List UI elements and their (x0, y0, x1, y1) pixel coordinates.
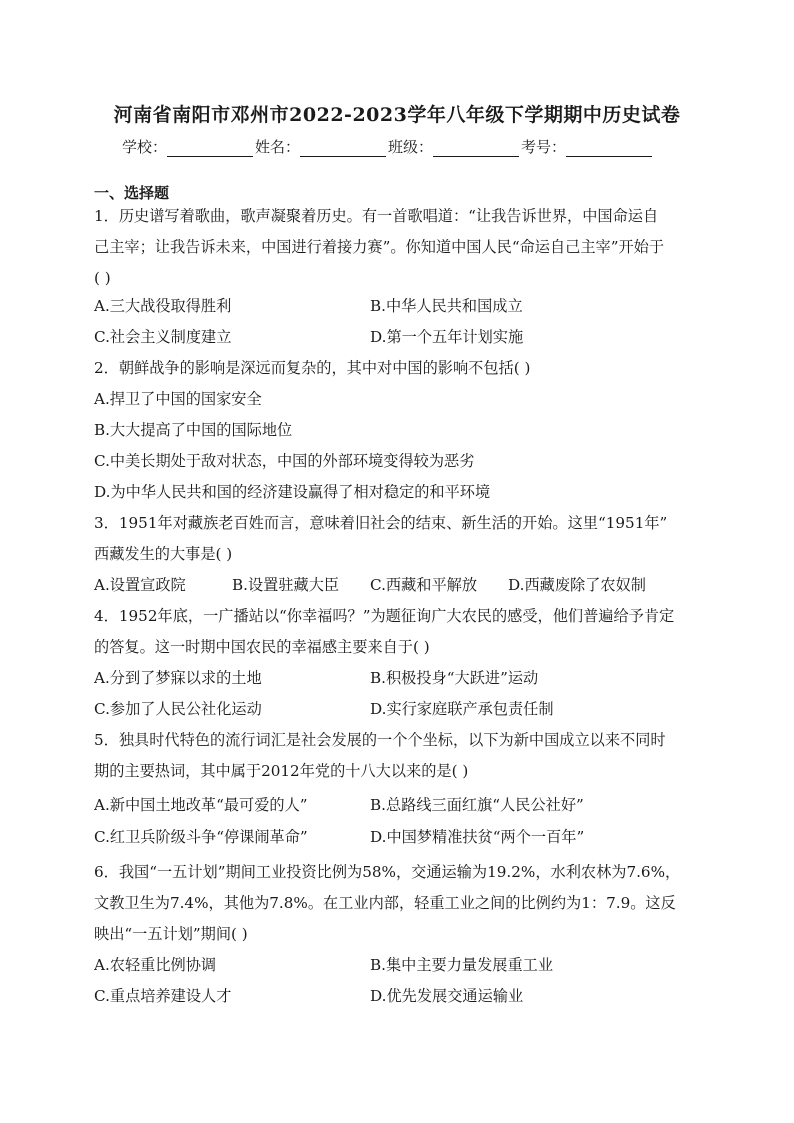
question-4-option-c: C.参加了人民公社化运动 (94, 700, 262, 718)
question-5-option-a: A.新中国土地改革“最可爱的人” (94, 796, 308, 814)
question-3-option-a: A.设置宣政院 (94, 576, 186, 594)
question-6-line-3: 映出“一五计划”期间( ) (94, 925, 248, 943)
question-1-option-d: D.第一个五年计划实施 (370, 328, 524, 346)
question-1-option-b: B.中华人民共和国成立 (370, 297, 523, 315)
question-2-option-b: B.大大提高了中国的国际地位 (94, 421, 293, 439)
name-blank (300, 142, 386, 157)
question-6-option-d: D.优先发展交通运输业 (370, 987, 524, 1005)
number-blank (566, 142, 652, 157)
question-1-option-a: A.三大战役取得胜利 (94, 297, 232, 315)
question-1-line-2: 己主宰；让我告诉未来，中国进行着接力赛”。你知道中国人民“命运自己主宰”开始于 (94, 238, 665, 256)
question-6-option-a: A.农轻重比例协调 (94, 956, 217, 974)
question-2-option-d: D.为中华人民共和国的经济建设赢得了相对稳定的和平环境 (94, 483, 491, 501)
question-2-option-a: A.捍卫了中国的国家安全 (94, 390, 262, 408)
name-label: 姓名： (255, 138, 301, 156)
school-blank (167, 142, 253, 157)
section-title: 一、选择题 (94, 184, 170, 202)
number-label: 考号： (521, 138, 567, 156)
question-1-option-c: C.社会主义制度建立 (94, 328, 232, 346)
question-4-option-d: D.实行家庭联产承包责任制 (370, 700, 554, 718)
question-6-option-c: C.重点培养建设人才 (94, 987, 232, 1005)
question-6-line-2: 文教卫生为7.4%，其他为7.8%。在工业内部，轻重工业之间的比例约为1：7.9。这反 (94, 894, 676, 912)
question-3-line-2: 西藏发生的大事是( ) (94, 545, 233, 563)
question-1-line-1: 1．历史谱写着歌曲，歌声凝聚着历史。有一首歌唱道：“让我告诉世界，中国命运自 (94, 207, 659, 225)
question-3-option-b: B.设置驻藏大臣 (232, 576, 340, 594)
question-5-option-c: C.红卫兵阶级斗争“停课闹革命” (94, 828, 308, 846)
question-3-line-1: 3．1951年对藏族老百姓而言，意味着旧社会的结束、新生活的开始。这里“1951年” (94, 514, 668, 532)
question-3-option-d: D.西藏废除了农奴制 (508, 576, 646, 594)
question-6-option-b: B.集中主要力量发展重工业 (370, 956, 554, 974)
question-5-option-d: D.中国梦精准扶贫“两个一百年” (370, 828, 585, 846)
question-4-line-1: 4．1952年底，一广播站以“你幸福吗？”为题征询广大农民的感受，他们普遍给予肯定 (94, 607, 675, 625)
question-2-option-c: C.中美长期处于敌对状态，中国的外部环境变得较为恶劣 (94, 452, 475, 470)
question-4-option-b: B.积极投身“大跃进”运动 (370, 669, 539, 687)
school-label: 学校： (122, 138, 168, 156)
student-info-line (122, 136, 654, 157)
question-6-line-1: 6．我国“一五计划”期间工业投资比例为58%，交通运输为19.2%，水利农林为7.6%， (94, 863, 681, 881)
question-2-line-1: 2．朝鲜战争的影响是深远而复杂的，其中对中国的影响不包括( ) (94, 359, 531, 377)
class-blank (433, 142, 519, 157)
question-4-option-a: A.分到了梦寐以求的土地 (94, 669, 262, 687)
question-4-line-2: 的答复。这一时期中国农民的幸福感主要来自于( ) (94, 638, 430, 656)
exam-title: 河南省南阳市邓州市2022-2023学年八年级下学期期中历史试卷 (113, 104, 681, 126)
question-5-line-1: 5．独具时代特色的流行词汇是社会发展的一个个坐标，以下为新中国成立以来不同时 (94, 731, 666, 749)
question-5-option-b: B.总路线三面红旗“人民公社好” (370, 796, 584, 814)
question-1-line-3: ( ) (94, 269, 111, 287)
question-5-line-2: 期的主要热词，其中属于2012年党的十八大以来的是( ) (94, 762, 469, 780)
question-3-option-c: C.西藏和平解放 (370, 576, 478, 594)
class-label: 班级： (388, 138, 434, 156)
